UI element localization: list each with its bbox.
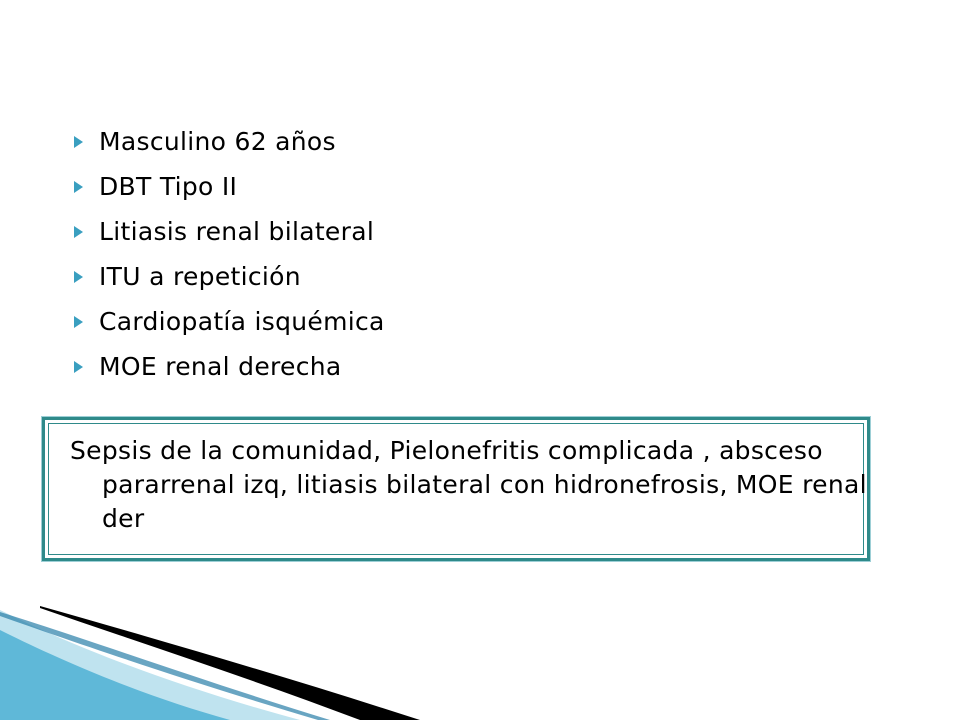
- bullet-item: [74, 254, 385, 299]
- bullet-item: [74, 344, 385, 389]
- bullet-item: [74, 119, 385, 164]
- bullet-text: Litiasis renal bilateral: [99, 217, 375, 246]
- bullet-item: [74, 299, 385, 344]
- bullet-text: DBT Tipo II: [99, 172, 238, 201]
- bullet-text: ITU a repetición: [99, 262, 301, 291]
- triangle-right-icon: [74, 361, 83, 373]
- bullet-text: Masculino 62 años: [99, 127, 336, 156]
- bullet-text: Cardiopatía isquémica: [99, 307, 385, 336]
- diagnosis-box: [42, 417, 870, 561]
- bullet-list: [74, 119, 385, 389]
- diagnosis-text: Sepsis de la comunidad, Pielonefritis complicada , absceso pararrenal izq, litiasis bilateral con hidronefrosis, MOE renal der: [70, 436, 867, 533]
- triangle-right-icon: [74, 181, 83, 193]
- triangle-right-icon: [74, 136, 83, 148]
- bullet-text: MOE renal derecha: [99, 352, 342, 381]
- corner-wave-decoration: [0, 590, 440, 720]
- triangle-right-icon: [74, 226, 83, 238]
- bullet-item: [74, 164, 385, 209]
- triangle-right-icon: [74, 316, 83, 328]
- bullet-item: [74, 209, 385, 254]
- triangle-right-icon: [74, 271, 83, 283]
